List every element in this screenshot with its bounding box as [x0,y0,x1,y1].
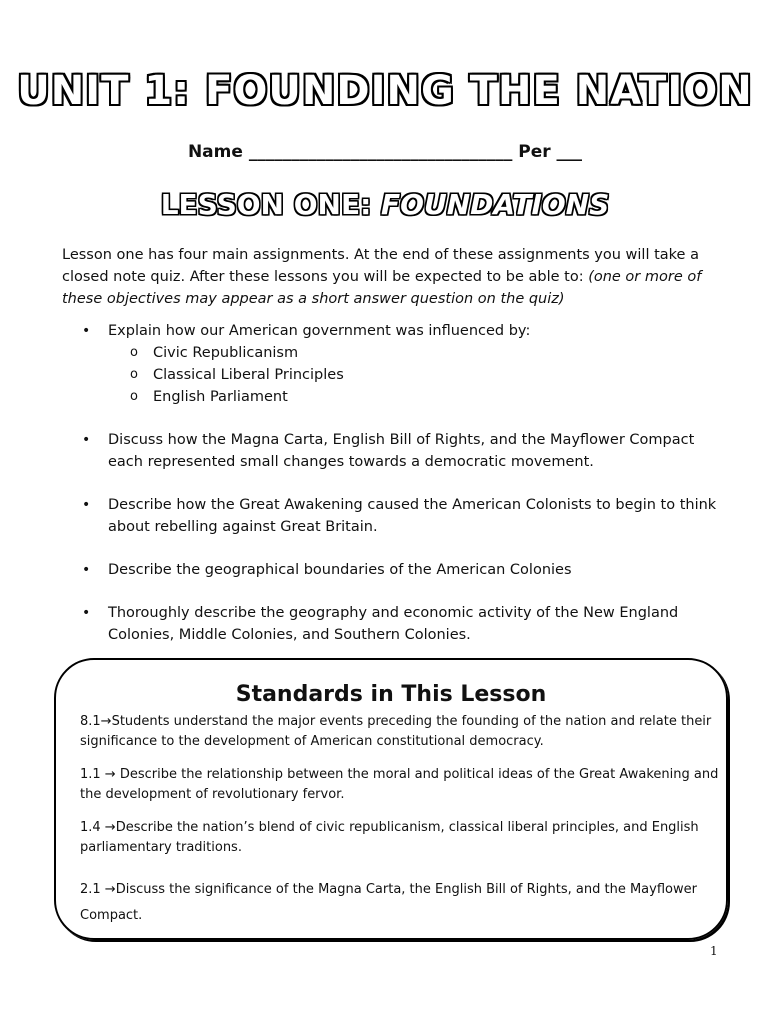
circle-bullet-icon: o [130,367,138,382]
name-period-line: Name _______________________________ Per ___ [187,142,583,162]
objective-text: Thoroughly describe the geography and economic activity of the New England Colonies, Middle Colonies, and Southern Colonies. [108,605,679,643]
objective-item [62,559,722,581]
bullet-icon: • [82,432,91,448]
standard-item: 2.1 →Discuss the significance of the Magna Carta, the English Bill of Rights, and the Mayflower Compact. [80,882,697,923]
unit-title: UNIT 1: FOUNDING THE NATION [17,68,753,114]
circle-bullet-icon: o [130,389,138,404]
objectives-list [62,320,722,667]
page-number: 1 [710,944,718,958]
intro-text: Lesson one has four main assignments. At the end of these assignments you will take a closed note quiz. After these lessons you will be expected to be able to: [62,247,699,285]
standard-item: 1.1 → Describe the relationship between the moral and political ideas of the Great Awakening and the development of revolutionary fervor. [80,767,719,802]
objective-text: Describe how the Great Awakening caused the American Colonists to begin to think about rebelling against Great Britain. [108,497,717,535]
objective-text: Explain how our American government was influenced by: [108,323,531,339]
sub-objective [108,364,722,386]
objective-item [62,320,722,408]
sub-objective [108,342,722,364]
lesson-title-prefix: LESSON ONE: [160,188,382,221]
bullet-icon: • [82,562,91,578]
bullet-icon: • [82,323,91,339]
sub-objective-text: English Parliament [153,389,288,405]
lesson-title [0,188,770,221]
objective-item [62,429,722,473]
sub-objective-text: Civic Republicanism [153,345,299,361]
standard-item: 8.1→Students understand the major events preceding the founding of the nation and relate their significance to the development of American constitutional democracy. [80,714,712,749]
objective-text: Describe the geographical boundaries of the American Colonies [108,562,572,578]
standards-title: Standards in This Lesson [235,682,547,707]
intro-paragraph [62,244,722,310]
intro-italic-note: (one or more of these objectives may appear as a short answer question on the quiz) [62,269,702,307]
objective-text: Discuss how the Magna Carta, English Bill of Rights, and the Mayflower Compact each represented small changes towards a democratic movement. [108,432,695,470]
sub-objective-text: Classical Liberal Principles [153,367,344,383]
lesson-title-italic: FOUNDATIONS [381,188,610,221]
sub-objective [108,386,722,408]
bullet-icon: • [82,497,91,513]
objective-item [62,494,722,538]
objective-item [62,602,722,646]
bullet-icon: • [82,605,91,621]
standard-item: 1.4 →Describe the nation’s blend of civic republicanism, classical liberal principles, and English parliamentary traditions. [80,820,699,855]
circle-bullet-icon: o [130,345,138,360]
